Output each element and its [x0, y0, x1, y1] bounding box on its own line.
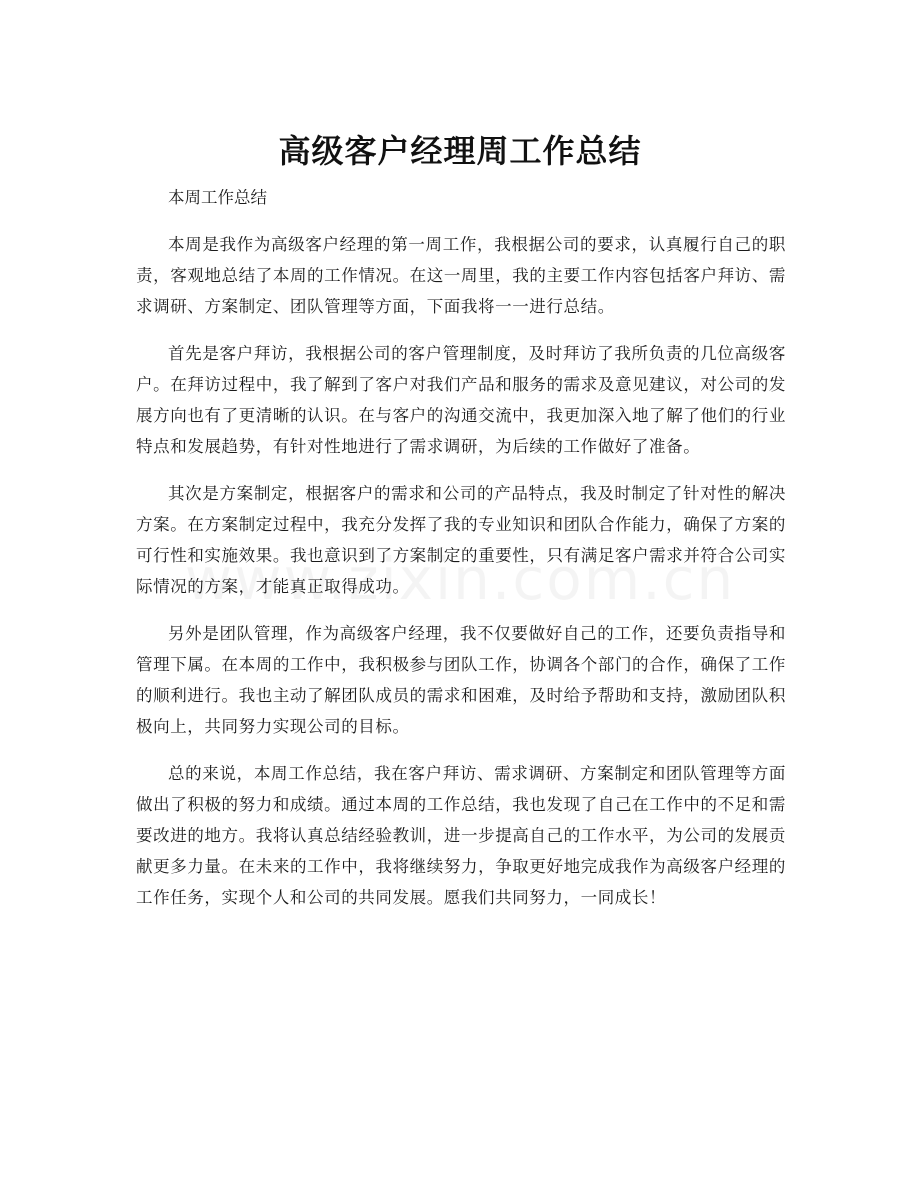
page-title: 高级客户经理周工作总结 — [278, 132, 642, 171]
paragraph-client-visits: 首先是客户拜访，我根据公司的客户管理制度，及时拜访了我所负责的几位高级客户。在拜访过程中，我了解到了客户对我们产品和服务的需求及意见建议，对公司的发展方向也有了更清晰的认识。在与客户的沟通交流中，我更加深入地了解了他们的行业特点和发展趋势，有针对性地进行了需求调研，为后续的工作做好了准备。 — [136, 344, 786, 456]
section-heading: 本周工作总结 — [168, 188, 267, 207]
document-body — [136, 182, 786, 929]
paragraph-team-management: 另外是团队管理，作为高级客户经理，我不仅要做好自己的工作，还要负责指导和管理下属。在本周的工作中，我积极参与团队工作，协调各个部门的合作，确保了工作的顺利进行。我也主动了解团队成员的需求和困难，及时给予帮助和支持，激励团队积极向上，共同努力实现公司的目标。 — [136, 624, 786, 736]
paragraph-conclusion: 总的来说，本周工作总结，我在客户拜访、需求调研、方案制定和团队管理等方面做出了积极的努力和成绩。通过本周的工作总结，我也发现了自己在工作中的不足和需要改进的地方。我将认真总结经验教训，进一步提高自己的工作水平，为公司的发展贡献更多力量。在未来的工作中，我将继续努力，争取更好地完成我作为高级客户经理的工作任务，实现个人和公司的共同发展。愿我们共同努力，一同成长！ — [136, 764, 786, 907]
paragraph-solution-planning: 其次是方案制定，根据客户的需求和公司的产品特点，我及时制定了针对性的解决方案。在方案制定过程中，我充分发挥了我的专业知识和团队合作能力，确保了方案的可行性和实施效果。我也意识到了方案制定的重要性，只有满足客户需求并符合公司实际情况的方案，才能真正取得成功。 — [136, 484, 786, 596]
paragraph-intro: 本周是我作为高级客户经理的第一周工作，我根据公司的要求，认真履行自己的职责，客观地总结了本周的工作情况。在这一周里，我的主要工作内容包括客户拜访、需求调研、方案制定、团队管理等方面，下面我将一一进行总结。 — [136, 235, 786, 316]
